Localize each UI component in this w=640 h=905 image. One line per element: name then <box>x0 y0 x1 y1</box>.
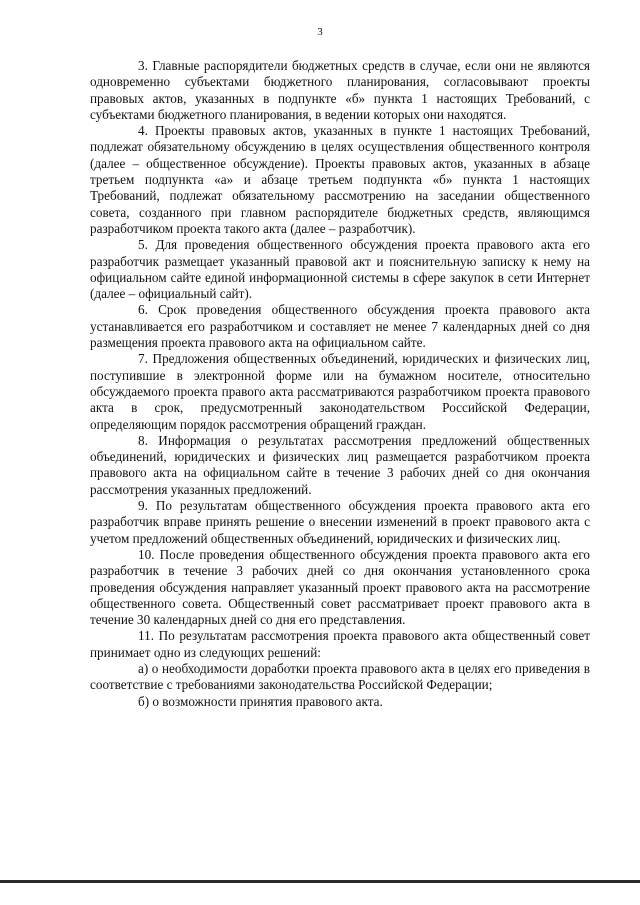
bottom-scan-edge <box>0 880 640 883</box>
paragraph-8: 8. Информация о результатах рассмотрения предложений общественных объединений, юридических и физических лиц размещается разработчиком проекта правового акта на официальном сайте в течение 3 рабочих дней со дня окончания рассмотрения указанных предложений. <box>90 432 590 497</box>
paragraph-4: 4. Проекты правовых актов, указанных в пункте 1 настоящих Требований, подлежат обязательному обсуждению в целях осуществления общественного контроля (далее – общественное обсуждение). Проекты правовых актов, указанных в абзаце третьем подпункта «а» и абзаце третьем подпункта «б» пункта 1 настоящих Требований, подлежат обязательному рассмотрению на заседании общественного совета, созданного при главном распорядителе бюджетных средств, являющимся разработчиком проекта такого акта (далее – разработчик). <box>90 123 590 236</box>
paragraph-11: 11. По результатам рассмотрения проекта правового акта общественный совет принимает одно из следующих решений: <box>90 628 590 660</box>
paragraph-10: 10. После проведения общественного обсуждения проекта правового акта его разработчик в течение 3 рабочих дней со дня окончания установленного срока проведения обсуждения направляет указанный проект правового акта на рассмотрение общественного совета. Общественный совет рассматривает проект правового акта в течение 30 календарных дней со дня его представления. <box>90 546 590 628</box>
document-body <box>90 58 590 710</box>
paragraph-3: 3. Главные распорядители бюджетных средств в случае, если они не являются одновременно субъектами бюджетного планирования, согласовывают проекты правовых актов, указанных в подпункте «б» пункта 1 настоящих Требований, с субъектами бюджетного планирования, в ведении которых они находятся. <box>90 58 590 122</box>
paragraph-9: 9. По результатам общественного обсуждения проекта правового акта его разработчик вправе принять решение о внесении изменений в проект правового акта с учетом предложений общественных объединений, юридических и физических лиц. <box>90 498 590 546</box>
paragraph-11-a: а) о необходимости доработки проекта правового акта в целях его приведения в соответствие с требованиями законодательства Российской Федерации; <box>90 660 590 693</box>
paragraph-7: 7. Предложения общественных объединений, юридических и физических лиц, поступившие в электронной форме или на бумажном носителе, относительно обсуждаемого проекта правого акта рассматриваются разработчиком проекта правового акта в срок, предусмотренный законодательством Российской Федерации, определяющим порядок рассмотрения обращений граждан. <box>90 351 590 432</box>
page-number: 3 <box>317 26 323 38</box>
paragraph-11-b: б) о возможности принятия правового акта. <box>138 693 383 709</box>
paragraph-5: 5. Для проведения общественного обсуждения проекта правового акта его разработчик размещает указанный правовой акт и пояснительную записку к нему на официальном сайте единой информационной системы в сфере закупок в сети Интернет (далее – официальный сайт). <box>90 237 590 302</box>
paragraph-6: 6. Срок проведения общественного обсуждения проекта правового акта устанавливается его разработчиком и составляет не менее 7 календарных дней со дня размещения проекта правового акта на официальном сайте. <box>90 302 590 351</box>
